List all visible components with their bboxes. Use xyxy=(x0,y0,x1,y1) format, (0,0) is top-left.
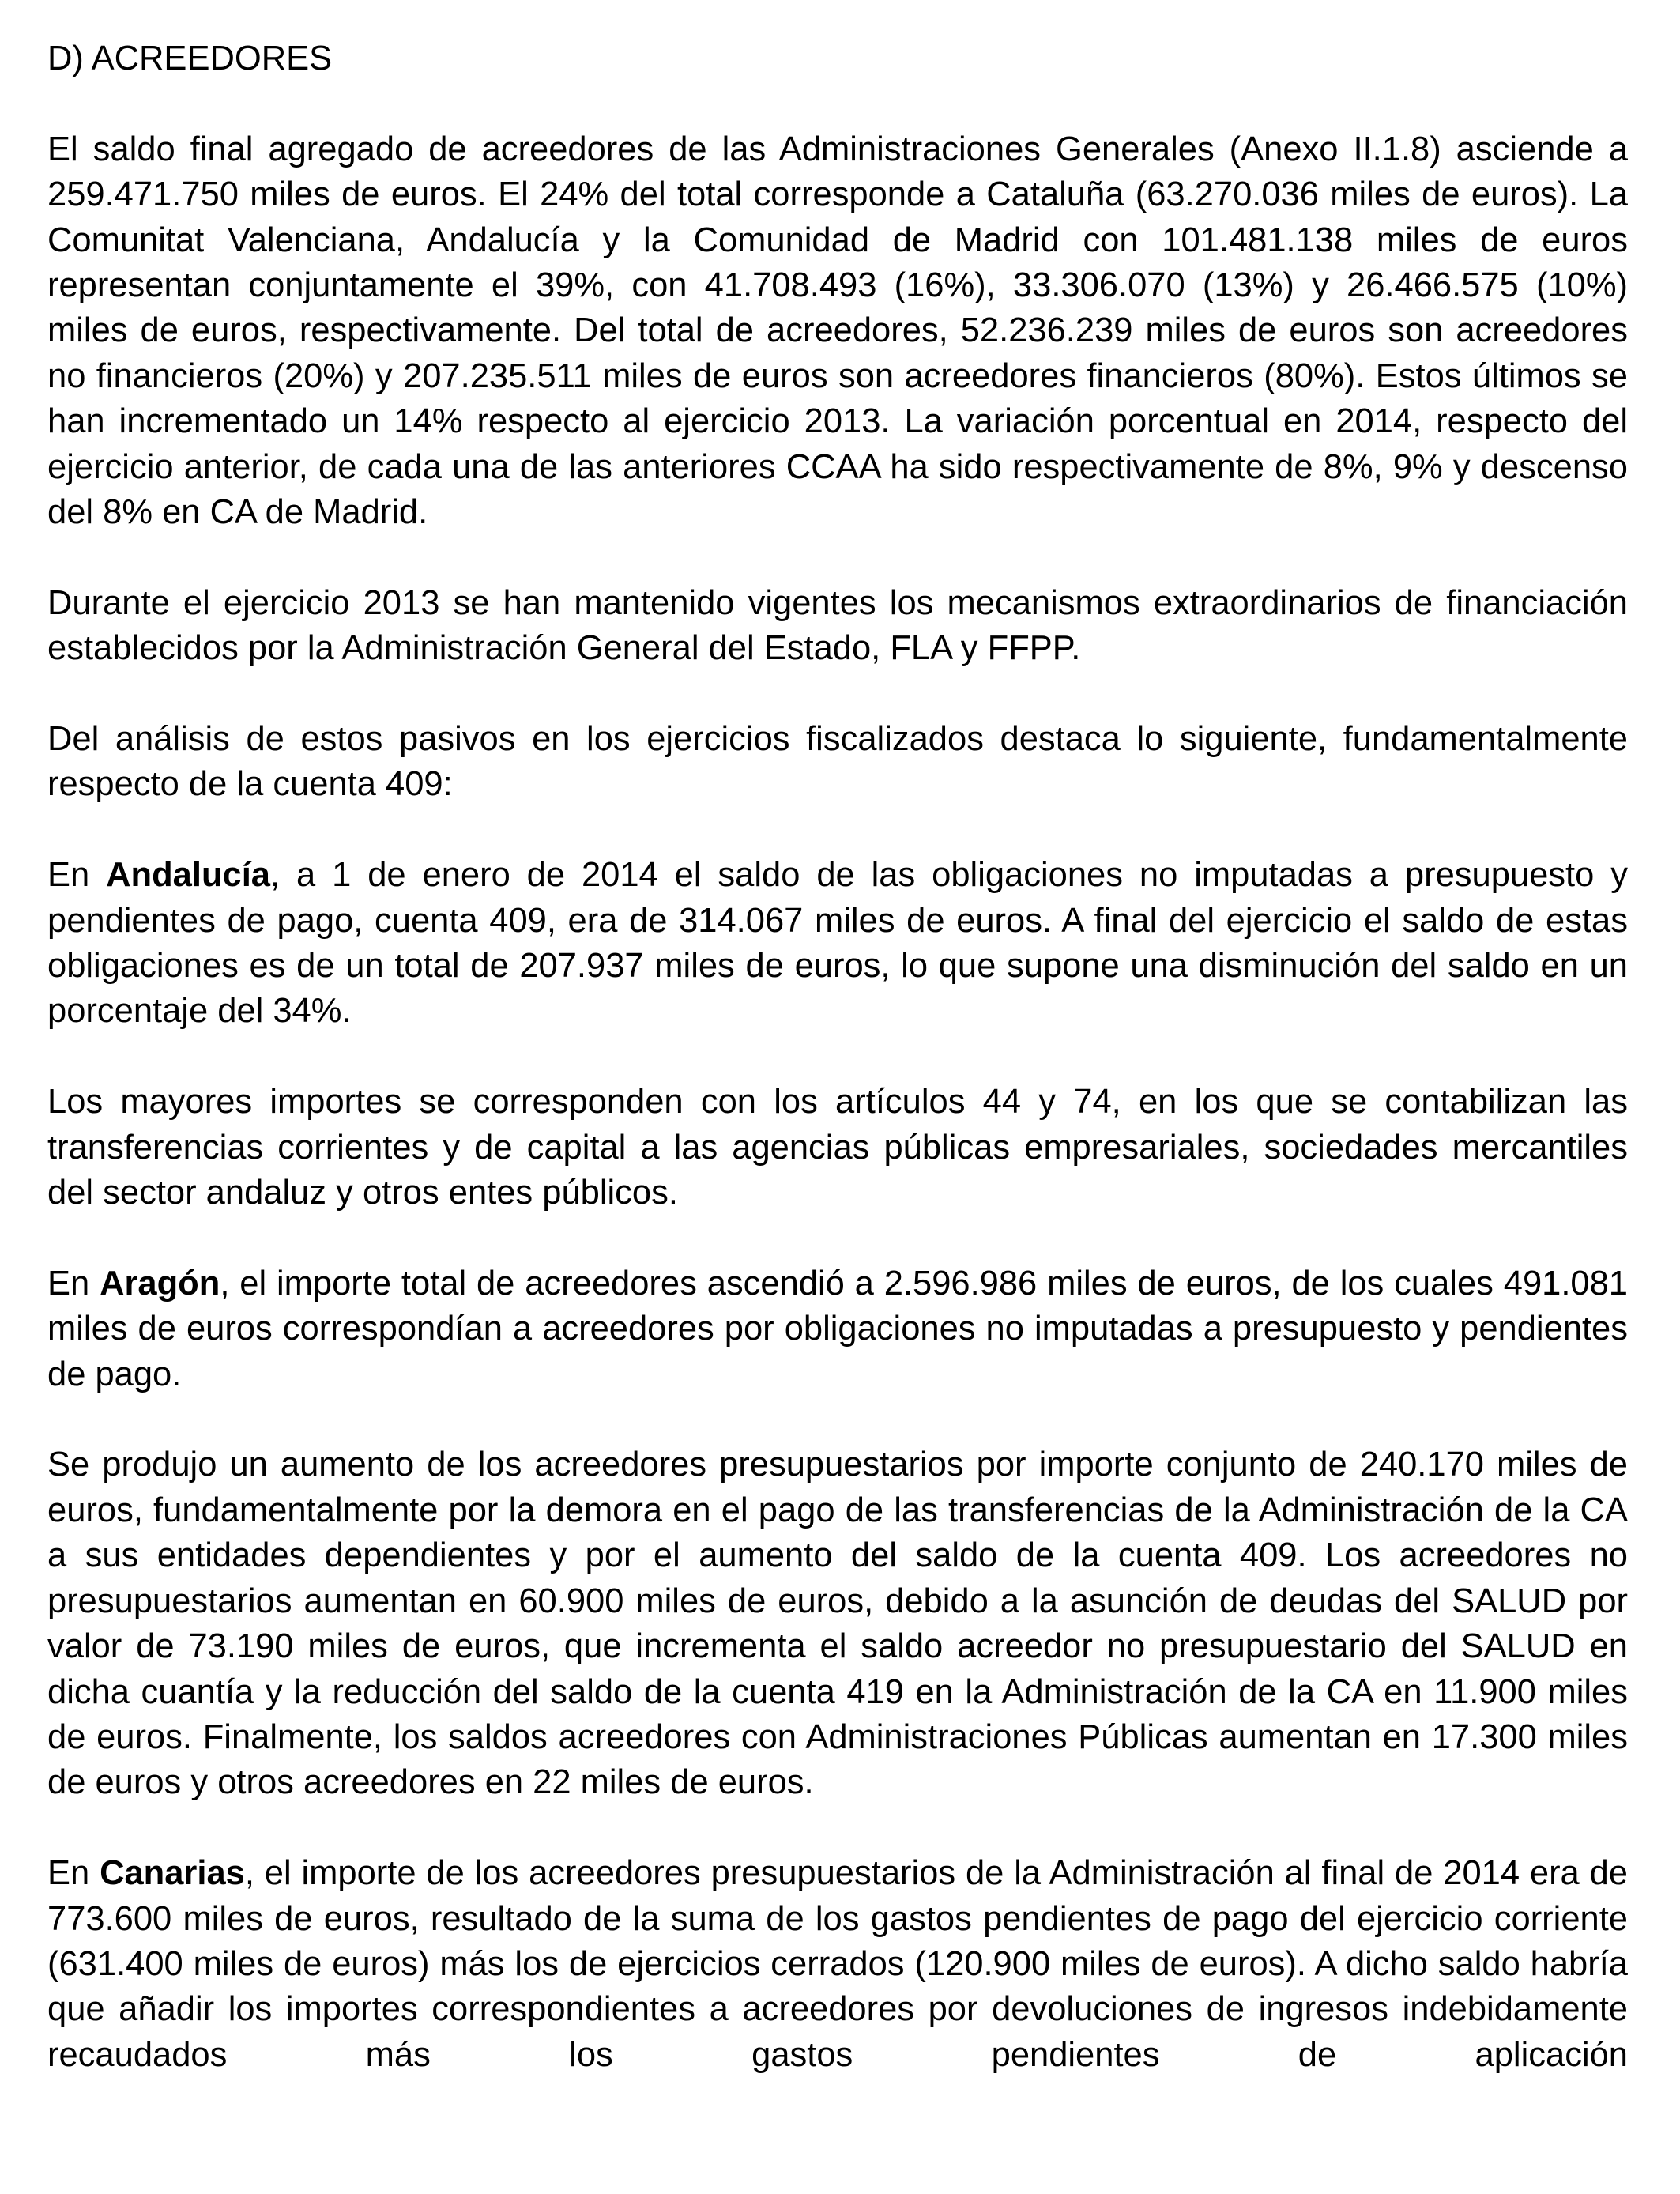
paragraph-analysis-intro: Del análisis de estos pasivos en los ejercicios fiscalizados destaca lo siguiente, fundamentalmente respecto de la cuenta 409: xyxy=(47,720,1628,804)
paragraph-canarias xyxy=(47,1851,1628,2078)
paragraph-prefix: En xyxy=(47,1854,100,1893)
paragraph-prefix: En xyxy=(47,856,107,895)
section-heading: D) ACREEDORES xyxy=(47,40,333,77)
paragraph-aragon-detail: Se produjo un aumento de los acreedores presupuestarios por importe conjunto de 240.170 miles de euros, fundamentalmente por la demora en el pago de las transferencias de la Administración de la CA a sus entidades dependientes y por el aumento del saldo de la cuenta 409. Los acreedores no presupuestarios aumentan en 60.900 miles de euros, debido a la asunción de deudas del SALUD por valor de 73.190 miles de euros, que incrementa el saldo acreedor no presupuestario del SALUD en dicha cuantía y la reducción del saldo de la cuenta 419 en la Administración de la CA en 11.900 miles de euros. Finalmente, los saldos acreedores con Administraciones Públicas aumentan en 17.300 miles de euros y otros acreedores en 22 miles de euros. xyxy=(47,1446,1628,1802)
paragraph-prefix: En xyxy=(47,1264,100,1302)
paragraph-andalucia xyxy=(47,853,1628,1035)
paragraph-body: , a 1 de enero de 2014 el saldo de las obligaciones no imputadas a presupuesto y pendientes de pago, cuenta 409, era de 314.067 miles de euros. A final del ejercicio el saldo de estas obligaciones es de un total de 207.937 miles de euros, lo que supone una disminución del saldo en un porcentaje del 34%. xyxy=(47,856,1628,1031)
paragraph-financing-mechanisms: Durante el ejercicio 2013 se han mantenido vigentes los mecanismos extraordinarios de financiación establecidos por la Administración General del Estado, FLA y FFPP. xyxy=(47,583,1628,668)
document-page xyxy=(47,36,1628,2124)
region-name-canarias: Canarias xyxy=(100,1854,245,1893)
paragraph-summary: El saldo final agregado de acreedores de las Administraciones Generales (Anexo II.1.8) asciende a 259.471.750 miles de euros. El 24% del total corresponde a Cataluña (63.270.036 miles de euros). La Comunitat Valenciana, Andalucía y la Comunidad de Madrid con 101.481.138 miles de euros representan conjuntamente el 39%, con 41.708.493 (16%), 33.306.070 (13%) y 26.466.575 (10%) miles de euros, respectivamente. Del total de acreedores, 52.236.239 miles de euros son acreedores no financieros (20%) y 207.235.511 miles de euros son acreedores financieros (80%). Estos últimos se han incrementado un 14% respecto al ejercicio 2013. La variación porcentual en 2014, respecto del ejercicio anterior, de cada una de las anteriores CCAA ha sido respectivamente de 8%, 9% y descenso del 8% en CA de Madrid. xyxy=(47,130,1628,532)
paragraph-articles: Los mayores importes se corresponden con los artículos 44 y 74, en los que se contabilizan las transferencias corrientes y de capital a las agencias públicas empresariales, sociedades mercantiles del sector andaluz y otros entes públicos. xyxy=(47,1083,1628,1212)
region-name-aragon: Aragón xyxy=(100,1264,220,1302)
paragraph-body: , el importe total de acreedores ascendió a 2.596.986 miles de euros, de los cuales 491.081 miles de euros correspondían a acreedores por obligaciones no imputadas a presupuesto y pendientes de pago. xyxy=(47,1264,1629,1393)
paragraph-body: , el importe de los acreedores presupuestarios de la Administración al final de 2014 era de 773.600 miles de euros, resultado de la suma de los gastos pendientes de pago del ejercicio corriente (631.400 miles de euros) más los de ejercicios cerrados (120.900 miles de euros). A dicho saldo habría que añadir los importes correspondientes a acreedores por devoluciones de ingresos indebidamente recaudados más los gastos pendientes de aplicación xyxy=(47,1854,1628,2074)
region-name-andalucia: Andalucía xyxy=(106,856,271,895)
paragraph-aragon xyxy=(47,1261,1628,1397)
